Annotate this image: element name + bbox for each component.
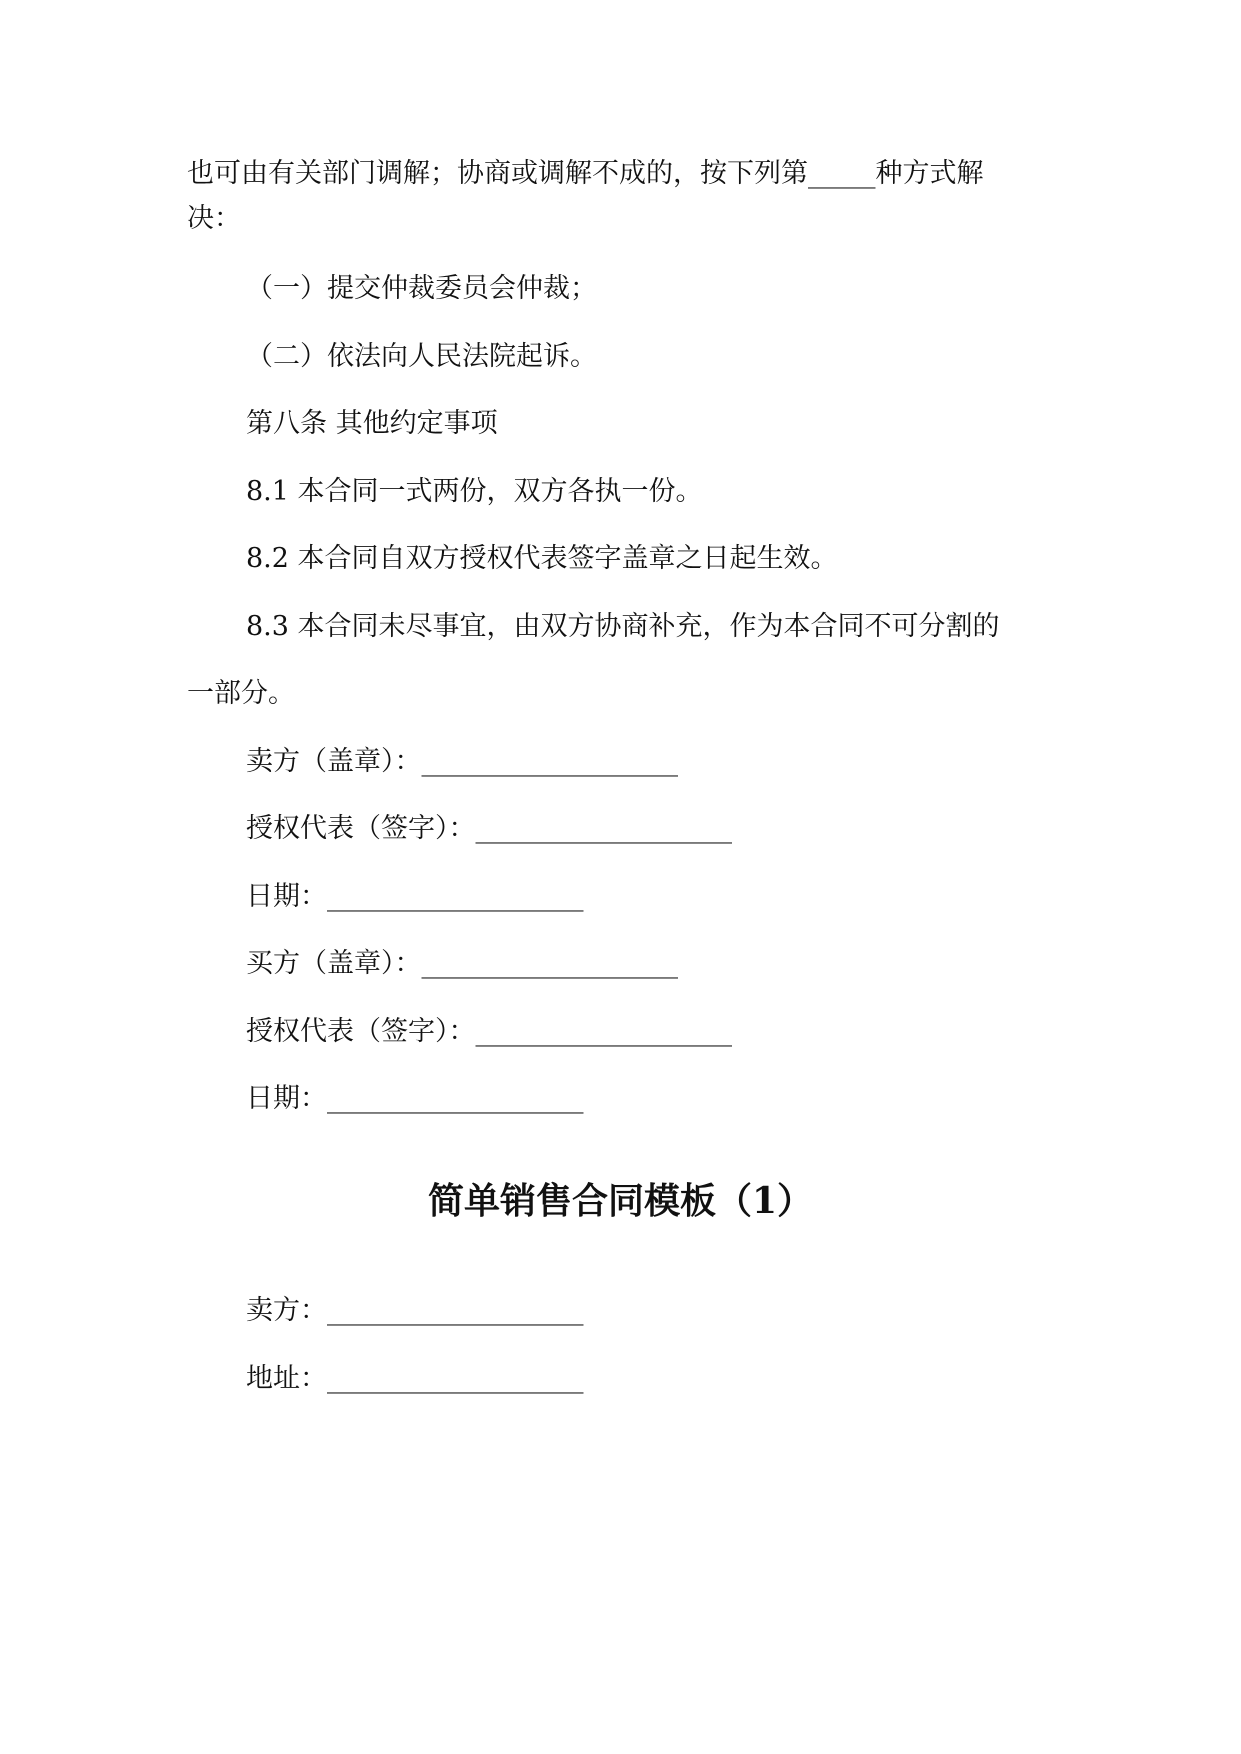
contract-title: 简单销售合同模板（1） xyxy=(427,1180,814,1222)
paragraph-line: 也可由有关部门调解；协商或调解不成的，按下列第_____种方式解 xyxy=(187,158,984,189)
section-heading: 第八条 其他约定事项 xyxy=(246,408,498,439)
buyer-date-field: 日期：___________________ xyxy=(246,1083,584,1114)
clause-8-1: 8.1 本合同一式两份，双方各执一份。 xyxy=(246,476,703,507)
paragraph-line: 决： xyxy=(187,203,241,234)
buyer-seal-field: 买方（盖章）：___________________ xyxy=(246,948,678,979)
address-field: 地址：___________________ xyxy=(246,1363,584,1394)
clause-8-2: 8.2 本合同自双方授权代表签字盖章之日起生效。 xyxy=(246,543,838,574)
seller-representative-field: 授权代表（签字）：___________________ xyxy=(246,813,732,844)
buyer-representative-field: 授权代表（签字）：___________________ xyxy=(246,1016,732,1047)
list-item: （一）提交仲裁委员会仲裁； xyxy=(246,273,597,304)
list-item: （二）依法向人民法院起诉。 xyxy=(246,341,597,372)
seller-date-field: 日期：___________________ xyxy=(246,881,584,912)
seller-field: 卖方：___________________ xyxy=(246,1295,584,1326)
seller-seal-field: 卖方（盖章）：___________________ xyxy=(246,746,678,777)
clause-8-3: 8.3 本合同未尽事宜，由双方协商补充，作为本合同不可分割的 xyxy=(246,611,1000,642)
paragraph-line: 一部分。 xyxy=(187,678,295,709)
